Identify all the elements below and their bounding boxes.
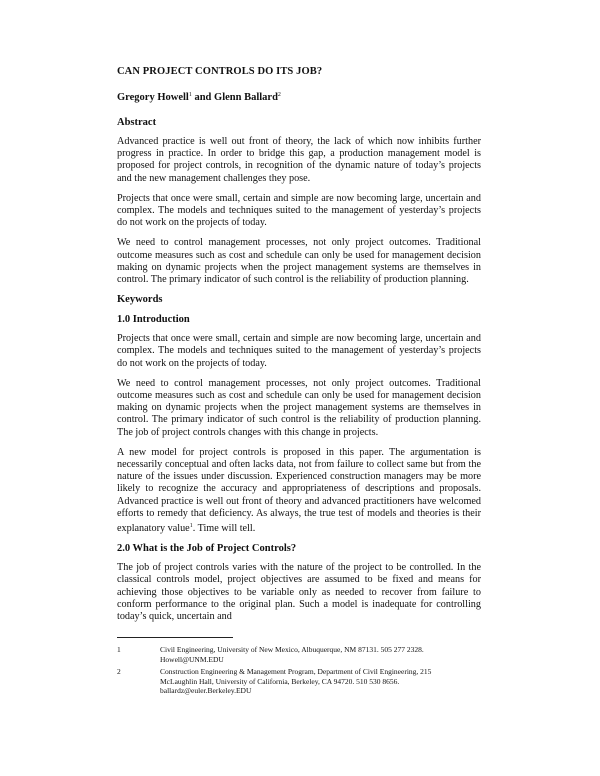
paper-title: CAN PROJECT CONTROLS DO ITS JOB? xyxy=(117,66,323,77)
footnote-divider xyxy=(117,637,233,638)
footnote-mark: 1 xyxy=(189,523,193,530)
intro-paragraph xyxy=(117,447,481,535)
footnote-text xyxy=(160,667,481,696)
abstract-paragraph: We need to control management processes, not only project outcomes. Traditional outcome measures such as cost and schedule can only be used for management decision making on dynamic projects when the project management systems are themselves in control. The primary indicator of such control is the reliability of production planning. xyxy=(117,237,481,286)
section-heading-job-of-controls: 2.0 What is the Job of Project Controls? xyxy=(117,543,297,555)
abstract-paragraph: Projects that once were small, certain and simple are now becoming large, uncertain and complex. The models and techniques suited to the management of yesterday’s projects do not work on the projects of today. xyxy=(117,192,481,229)
paper-page xyxy=(117,66,481,631)
footnote-text xyxy=(160,645,481,664)
footnote-email: ballardz@euler.Berkeley.EDU xyxy=(160,686,252,695)
abstract-heading: Abstract xyxy=(117,117,157,128)
intro-paragraph-end: . Time will tell. xyxy=(192,523,256,535)
footnote-email: Howell@UNM.EDU xyxy=(160,654,224,664)
abstract-paragraph: Advanced practice is well out front of theory, the lack of which now inhibits further progress in practice. In order to bridge this gap, a production management model is proposed for project controls, in recognition of the dynamic nature of today’s projects and the new management challenges they pose. xyxy=(117,136,481,184)
author-joiner: and xyxy=(191,92,215,103)
intro-paragraph: Projects that once were small, certain and simple are now becoming large, uncertain and complex. The models and techniques suited to the management of yesterday’s projects do not work on the projects of today. xyxy=(117,333,481,369)
author-2-footnote-mark: 2 xyxy=(277,92,281,98)
footnotes xyxy=(117,645,481,699)
footnote-item xyxy=(117,667,481,696)
footnote-line: Construction Engineering & Management Program, Department of Civil Engineering, 215 xyxy=(160,667,432,676)
author-1: Gregory Howell xyxy=(117,92,189,103)
intro-paragraph: We need to control management processes, not only project outcomes. Traditional outcome measures such as cost and schedule can only be used for management decision making on dynamic projects when the project management systems are themselves in control. The primary indicator of such control is the reliability of production planning. The job of project controls changes with this change in projects. xyxy=(117,377,481,438)
footnote-number: 2 xyxy=(117,667,121,676)
footnote-line: McLaughlin Hall, University of California, Berkeley, CA 94720. 510 530 8656. xyxy=(160,676,400,686)
section-heading-introduction: 1.0 Introduction xyxy=(117,314,190,326)
keywords-heading: Keywords xyxy=(117,294,163,306)
author-2: Glenn Ballard xyxy=(214,92,278,103)
footnote-line: Civil Engineering, University of New Mexico, Albuquerque, NM 87131. 505 277 2328. xyxy=(160,645,424,654)
intro-paragraph-text: A new model for project controls is proposed in this paper. The argumentation is necessarily conceptual and often lacks data, not from failure to collect same but from the nature of the issues under discussion. Experienced construction managers may be more likely to recognize the accuracy and appropriateness of descriptions and proposals. Advanced practice is well out front of theory and advanced practitioners have welcomed efforts to remedy that deficiency. As always, the true test of models and theories is their explanatory value xyxy=(117,446,481,535)
section2-paragraph: The job of project controls varies with the nature of the project to be controlled. In the classical controls model, project objectives are assumed to be fixed and means for achieving those objectives to be variable only as needed to recover from failure to conform performance to the original plan. Such a model is inadequate for controlling today’s quick, uncertain and xyxy=(117,562,481,623)
author-line xyxy=(117,92,481,103)
footnote-item xyxy=(117,645,481,664)
author-1-footnote-mark: 1 xyxy=(188,92,192,98)
footnote-number: 1 xyxy=(117,645,121,654)
